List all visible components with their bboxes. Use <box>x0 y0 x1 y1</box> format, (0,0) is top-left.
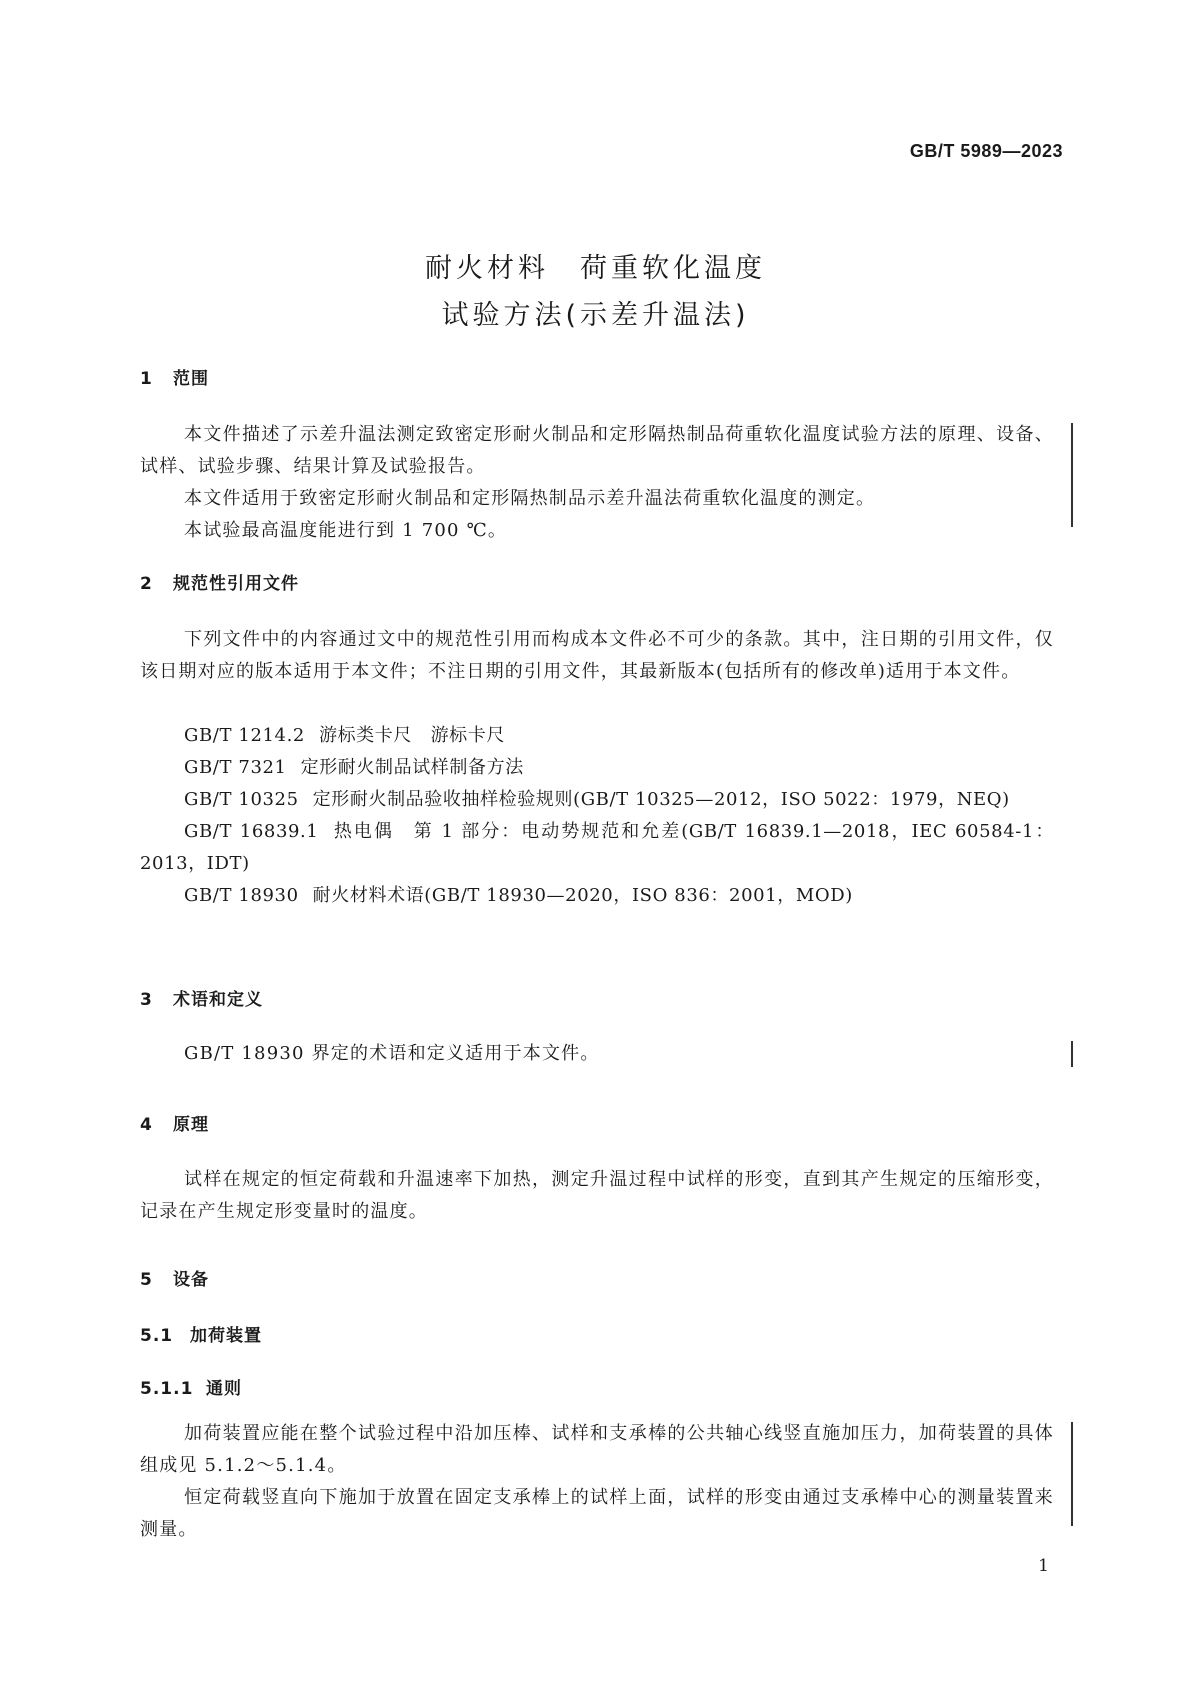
reference-text: 热电偶 第 1 部分：电动势规范和允差(GB/T 16839.1—2018，IEC 60584-1：2013，IDT) <box>140 821 1054 874</box>
section-number: 3 <box>140 990 153 1010</box>
reference-code: GB/T 16839.1 <box>184 821 319 842</box>
section-5-1-heading <box>140 1321 262 1346</box>
reference-item <box>140 784 1054 816</box>
section-1-paragraph-1: 本文件描述了示差升温法测定致密定形耐火制品和定形隔热制品荷重软化温度试验方法的原理、设备、试样、试验步骤、结果计算及试验报告。 <box>140 424 1054 477</box>
reference-code: GB/T 10325 <box>184 789 299 810</box>
section-5-1-1-paragraph-2: 恒定荷载竖直向下施加于放置在固定支承棒上的试样上面，试样的形变由通过支承棒中心的测量装置来测量。 <box>140 1487 1054 1540</box>
section-number: 2 <box>140 574 153 594</box>
document-title-line-2: 试验方法(示差升温法) <box>441 300 750 331</box>
page-number: 1 <box>1038 1556 1049 1576</box>
section-4-heading <box>140 1110 209 1135</box>
standard-code: GB/T 5989—2023 <box>909 141 1063 161</box>
section-number: 5.1.1 <box>140 1379 194 1399</box>
section-1-paragraph-2: 本文件适用于致密定形耐火制品和定形隔热制品示差升温法荷重软化温度的测定。 <box>184 488 876 509</box>
section-5-1-1-paragraph-1: 加荷装置应能在整个试验过程中沿加压棒、试样和支承棒的公共轴心线竖直施加压力，加荷装置的具体组成见 5.1.2～5.1.4。 <box>140 1423 1054 1476</box>
section-1-heading <box>140 364 209 389</box>
section-1-paragraph-3: 本试验最高温度能进行到 1 700 ℃。 <box>184 520 508 541</box>
reference-text: 游标类卡尺 游标卡尺 <box>318 725 505 746</box>
section-number: 5.1 <box>140 1326 174 1346</box>
reference-code: GB/T 7321 <box>184 757 287 778</box>
section-title: 通则 <box>206 1379 242 1399</box>
reference-item <box>140 816 1054 880</box>
section-title: 原理 <box>173 1115 209 1135</box>
revision-bar <box>1071 423 1073 527</box>
section-4-paragraph-1: 试样在规定的恒定荷载和升温速率下加热，测定升温过程中试样的形变，直到其产生规定的压缩形变，记录在产生规定形变量时的温度。 <box>140 1169 1054 1222</box>
section-2-intro: 下列文件中的内容通过文中的规范性引用而构成本文件必不可少的条款。其中，注日期的引用文件，仅该日期对应的版本适用于本文件；不注日期的引用文件，其最新版本(包括所有的修改单)适用于本文件。 <box>140 629 1054 682</box>
reference-text: 耐火材料术语(GB/T 18930—2020，ISO 836：2001，MOD) <box>312 885 853 906</box>
reference-code: GB/T 18930 <box>184 885 299 906</box>
reference-text: 定形耐火制品验收抽样检验规则(GB/T 10325—2012，ISO 5022：1979，NEQ) <box>312 789 1010 810</box>
section-3-paragraph-1: GB/T 18930 界定的术语和定义适用于本文件。 <box>184 1043 600 1064</box>
reference-item <box>140 880 1054 912</box>
section-number: 1 <box>140 369 153 389</box>
document-title-line-1: 耐火材料 荷重软化温度 <box>425 253 766 284</box>
revision-bar <box>1071 1041 1073 1067</box>
section-5-heading <box>140 1265 209 1290</box>
section-title: 规范性引用文件 <box>173 574 299 594</box>
section-title: 设备 <box>173 1270 209 1290</box>
revision-bar <box>1071 1422 1073 1526</box>
reference-item <box>140 720 1054 752</box>
section-title: 加荷装置 <box>190 1326 262 1346</box>
reference-text: 定形耐火制品试样制备方法 <box>300 757 524 778</box>
section-5-1-1-heading <box>140 1374 242 1399</box>
section-3-heading <box>140 985 263 1010</box>
section-2-heading <box>140 569 299 594</box>
reference-code: GB/T 1214.2 <box>184 725 305 746</box>
section-number: 5 <box>140 1270 153 1290</box>
section-title: 范围 <box>173 369 209 389</box>
section-title: 术语和定义 <box>173 990 263 1010</box>
section-number: 4 <box>140 1115 153 1135</box>
reference-item <box>140 752 1054 784</box>
